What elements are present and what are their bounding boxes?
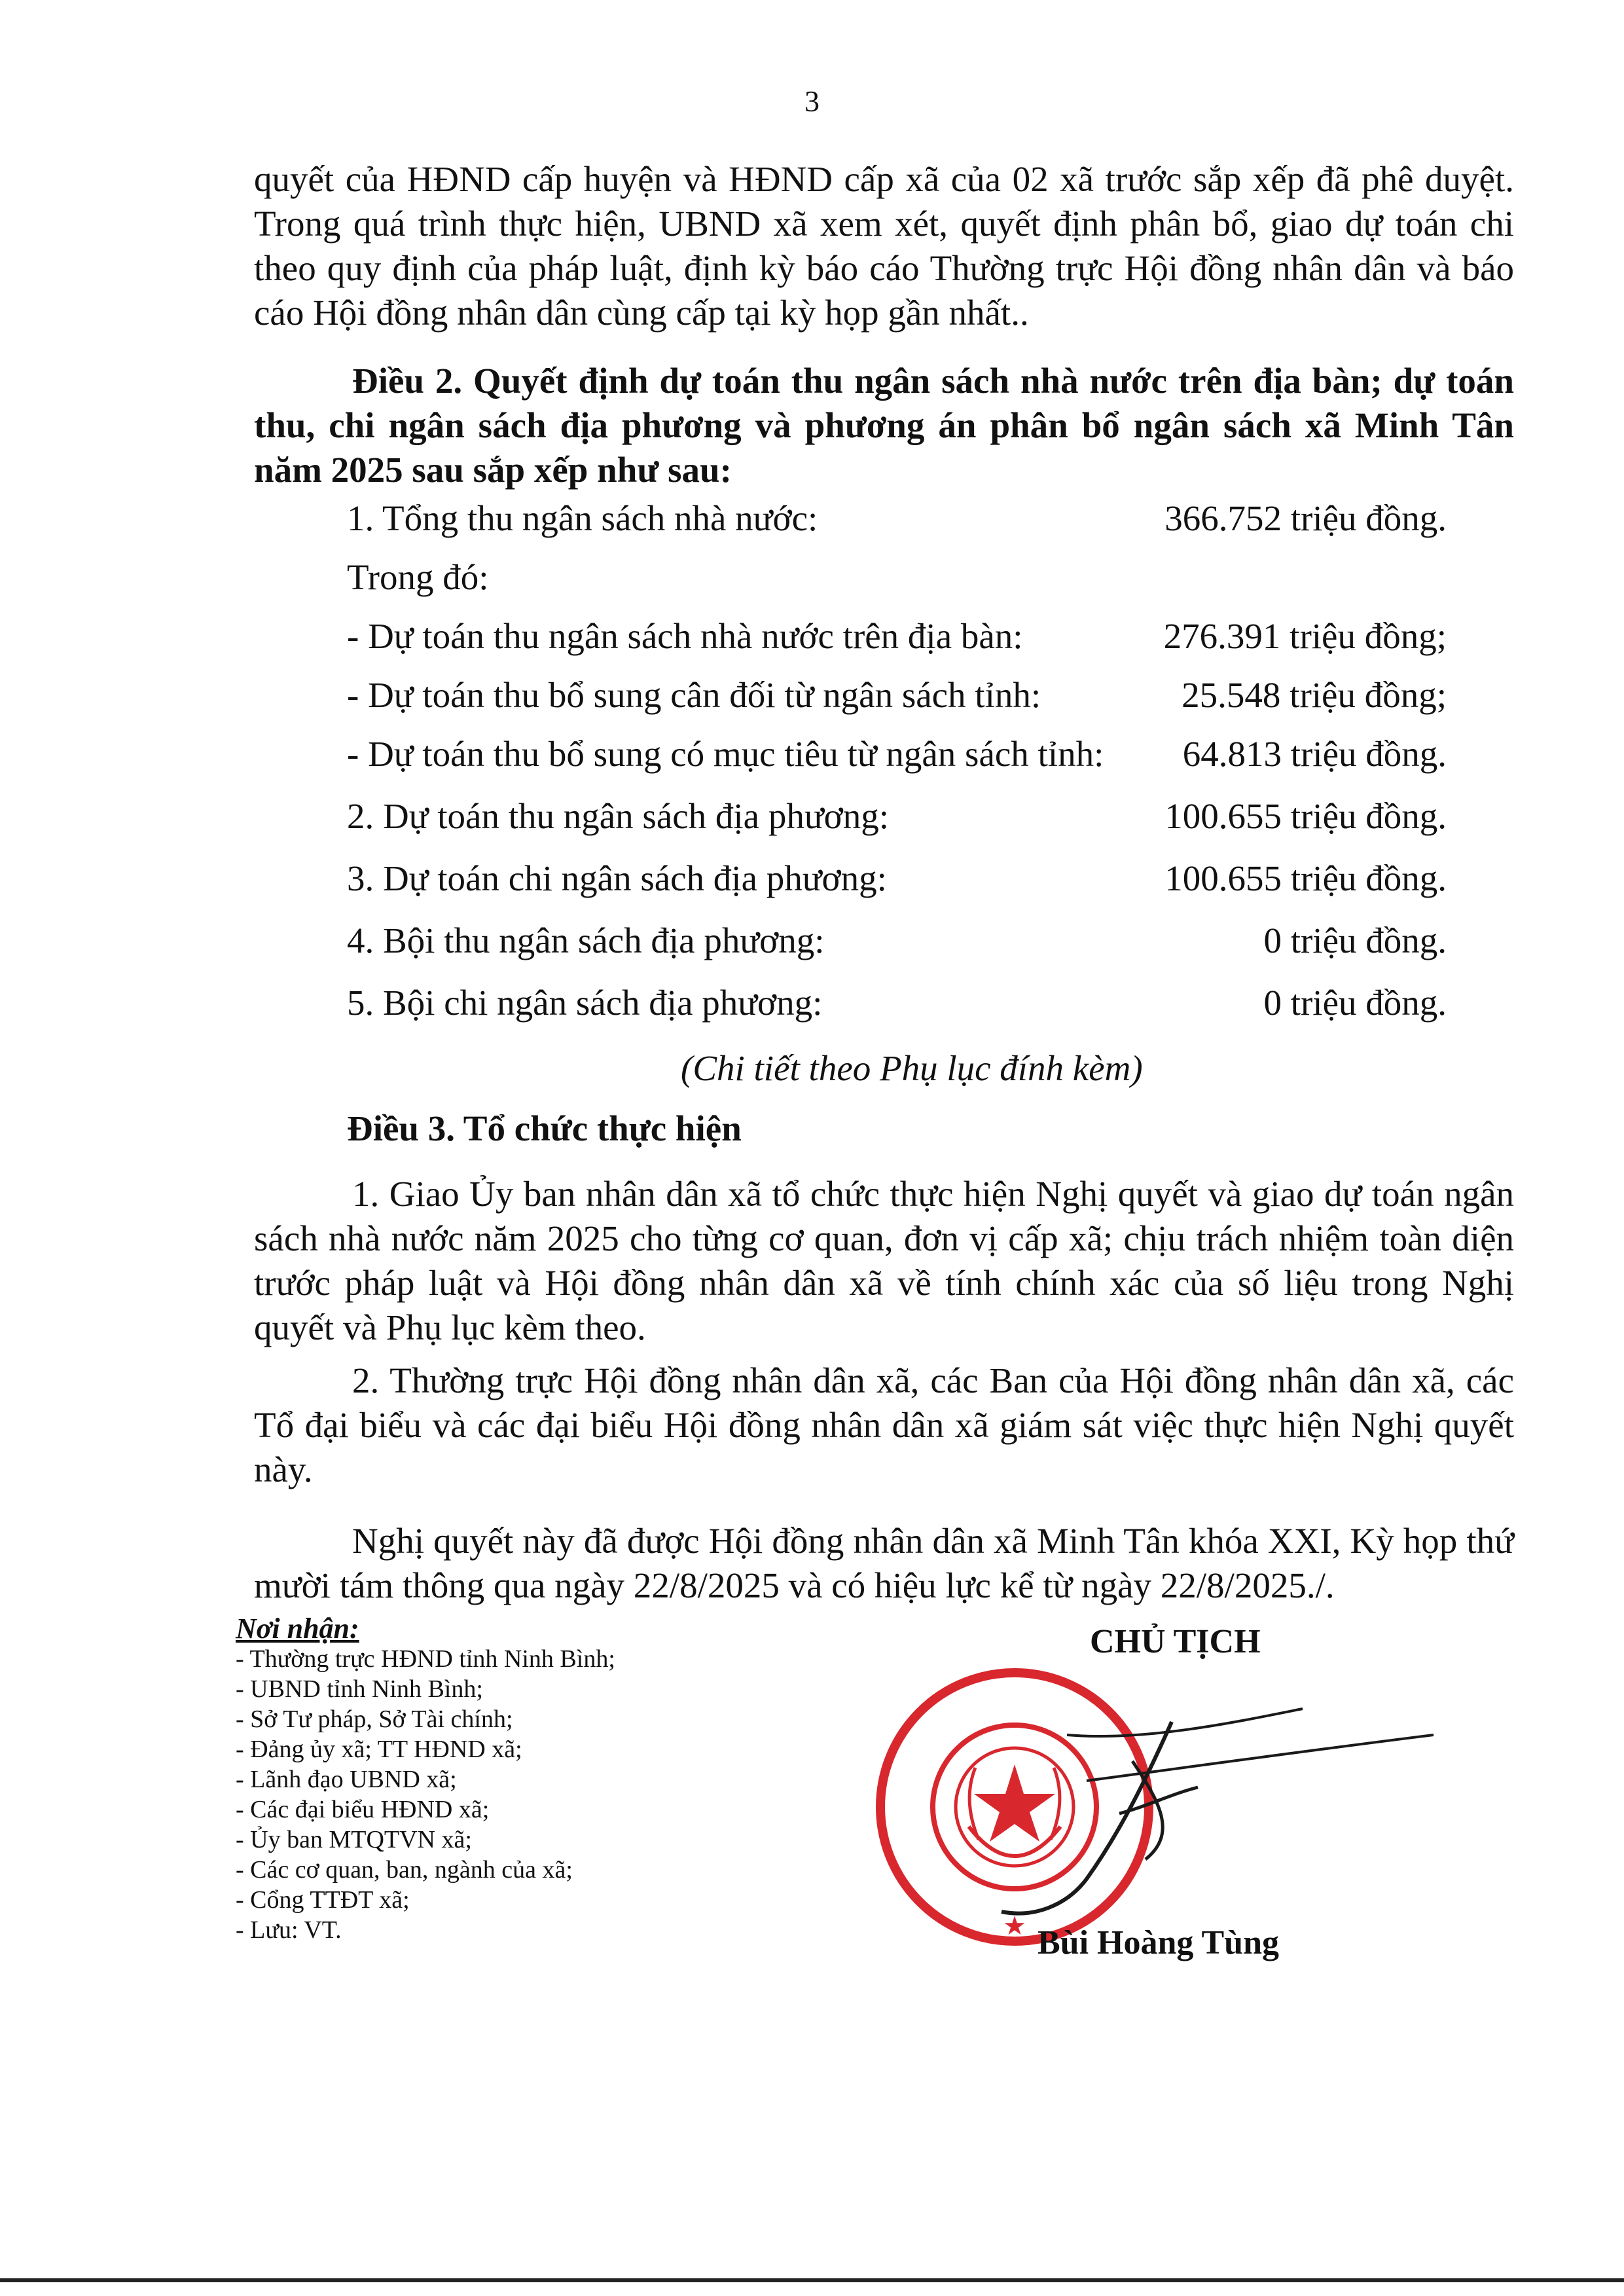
recipient-item: - Lưu: VT. [236, 1916, 342, 1944]
closing-paragraph: Nghị quyết này đã được Hội đồng nhân dân xã Minh Tân khóa XXI, Kỳ họp thứ mười tám thông qua ngày 22/8/2025 và có hiệu lực kể từ ngày 22/8/2025./. [254, 1521, 1514, 1605]
recipient-item: - UBND tỉnh Ninh Bình; [236, 1675, 483, 1703]
svg-text:★: ★ [1003, 1911, 1026, 1941]
recipients-heading: Nơi nhận: [236, 1613, 359, 1645]
budget-item-row [347, 920, 1447, 966]
budget-item-row [347, 556, 1447, 602]
recipient-item: - Các cơ quan, ban, ngành của xã; [236, 1856, 573, 1884]
budget-item-row [347, 498, 1447, 543]
budget-item-label: Trong đó: [347, 557, 489, 597]
article-3-clause-1: 1. Giao Ủy ban nhân dân xã tổ chức thực hiện Nghị quyết và giao dự toán ngân sách nhà nước năm 2025 cho từng cơ quan, đơn vị cấp xã; chịu trách nhiệm toàn diện trước pháp luật và Hội đồng nhân dân xã về tính chính xác của số liệu trong Nghị quyết và Phụ lục kèm theo. [254, 1174, 1514, 1347]
recipients-block [236, 1614, 615, 1945]
budget-item-label: 5. Bội chi ngân sách địa phương: [347, 983, 823, 1023]
budget-item-row [347, 674, 1447, 720]
recipient-item: - Đảng ủy xã; TT HĐND xã; [236, 1736, 522, 1763]
budget-item-row [347, 615, 1447, 661]
recipient-item: - Thường trực HĐND tỉnh Ninh Bình; [236, 1645, 615, 1673]
signer-name: Bùi Hoàng Tùng [1038, 1924, 1280, 1961]
budget-item-amount: 0 triệu đồng. [1263, 983, 1447, 1023]
budget-item-label: 1. Tổng thu ngân sách nhà nước: [347, 498, 818, 538]
article-3-clause-2: 2. Thường trực Hội đồng nhân dân xã, các Ban của Hội đồng nhân dân xã, các Tổ đại biểu và các đại biểu Hội đồng nhân dân xã giám sát việc thực hiện Nghị quyết này. [254, 1360, 1514, 1489]
budget-item-label: - Dự toán thu bổ sung cân đối từ ngân sách tỉnh: [347, 675, 1041, 715]
budget-item-label: - Dự toán thu bổ sung có mục tiêu từ ngân sách tỉnh: [347, 734, 1104, 774]
budget-item-row [347, 982, 1447, 1028]
official-seal-icon [871, 1650, 1447, 1941]
recipients-list [236, 1644, 615, 1945]
page-number: 3 [804, 84, 820, 118]
budget-item-row [347, 795, 1447, 841]
budget-item-label: 3. Dự toán chi ngân sách địa phương: [347, 858, 887, 898]
recipient-item: - Ủy ban MTQTVN xã; [236, 1826, 472, 1853]
article-3-heading: Điều 3. Tổ chức thực hiện [347, 1108, 742, 1148]
budget-item-amount: 100.655 triệu đồng. [1164, 858, 1447, 898]
budget-item-label: 4. Bội thu ngân sách địa phương: [347, 920, 825, 960]
appendix-note-row [681, 1048, 1204, 1093]
budget-item-amount: 100.655 triệu đồng. [1164, 796, 1447, 836]
recipient-item: - Lãnh đạo UBND xã; [236, 1766, 457, 1793]
recipient-item: - Sở Tư pháp, Sở Tài chính; [236, 1705, 513, 1733]
budget-item-label: 2. Dự toán thu ngân sách địa phương: [347, 796, 890, 836]
budget-item-amount: 64.813 triệu đồng. [1182, 734, 1447, 774]
budget-item-amount: 366.752 triệu đồng. [1164, 498, 1447, 538]
appendix-note: (Chi tiết theo Phụ lục đính kèm) [681, 1048, 1143, 1088]
article-2-heading: Điều 2. Quyết định dự toán thu ngân sách nhà nước trên địa bàn; dự toán thu, chi ngân sách địa phương và phương án phân bổ ngân sách xã Minh Tân năm 2025 sau sắp xếp như sau: [254, 361, 1514, 490]
budget-item-amount: 25.548 triệu đồng; [1182, 675, 1447, 715]
intro-paragraph: quyết của HĐND cấp huyện và HĐND cấp xã của 02 xã trước sắp xếp đã phê duyệt. Trong quá trình thực hiện, UBND xã xem xét, quyết định phân bổ, giao dự toán chi theo quy định của pháp luật, định kỳ báo cáo Thường trực Hội đồng nhân dân và báo cáo Hội đồng nhân dân cùng cấp tại kỳ họp gần nhất.. [254, 159, 1514, 333]
signature-title: CHỦ TỊCH [1090, 1623, 1261, 1660]
budget-item-label: - Dự toán thu ngân sách nhà nước trên địa bàn: [347, 616, 1023, 656]
recipient-item: - Cổng TTĐT xã; [236, 1886, 410, 1914]
budget-item-row [347, 858, 1447, 903]
budget-item-amount: 0 triệu đồng. [1263, 920, 1447, 960]
budget-item-amount: 276.391 triệu đồng; [1163, 616, 1447, 656]
budget-item-row [347, 733, 1447, 779]
bottom-rule [0, 2278, 1624, 2282]
recipient-item: - Các đại biểu HĐND xã; [236, 1796, 490, 1823]
